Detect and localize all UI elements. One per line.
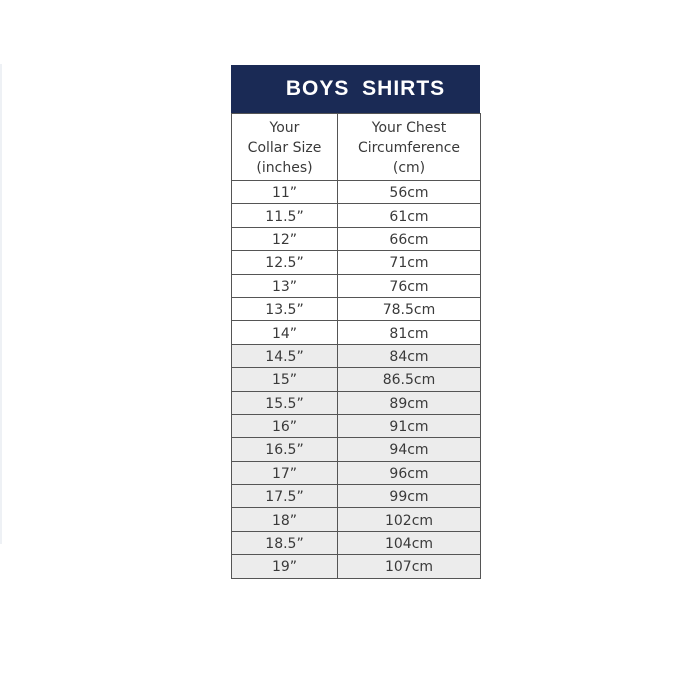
- collar-size-header: Your Collar Size (inches): [232, 114, 338, 181]
- chest-size-cell: 94cm: [338, 438, 481, 461]
- collar-size-cell: 13”: [232, 274, 338, 297]
- chest-size-cell: 84cm: [338, 344, 481, 367]
- table-row: [232, 297, 481, 320]
- size-table: [231, 113, 481, 579]
- collar-size-cell: 16”: [232, 414, 338, 437]
- collar-size-cell: 14”: [232, 321, 338, 344]
- chest-size-cell: 104cm: [338, 531, 481, 554]
- table-row: [232, 321, 481, 344]
- chest-size-cell: 107cm: [338, 555, 481, 578]
- table-row: [232, 181, 481, 204]
- collar-size-cell: 15.5”: [232, 391, 338, 414]
- chart-header: [231, 65, 480, 113]
- collar-size-cell: 15”: [232, 368, 338, 391]
- chest-size-cell: 66cm: [338, 227, 481, 250]
- table-row: [232, 485, 481, 508]
- chest-size-cell: 78.5cm: [338, 297, 481, 320]
- chest-size-cell: 102cm: [338, 508, 481, 531]
- chest-size-cell: 99cm: [338, 485, 481, 508]
- chest-size-cell: 81cm: [338, 321, 481, 344]
- chest-size-cell: 76cm: [338, 274, 481, 297]
- table-row: [232, 344, 481, 367]
- collar-size-cell: 18.5”: [232, 531, 338, 554]
- table-row: [232, 414, 481, 437]
- size-rows: [232, 181, 481, 579]
- table-row: [232, 368, 481, 391]
- table-row: [232, 204, 481, 227]
- collar-size-cell: 17”: [232, 461, 338, 484]
- chest-size-cell: 89cm: [338, 391, 481, 414]
- table-row: [232, 438, 481, 461]
- table-row: [232, 531, 481, 554]
- collar-size-cell: 18”: [232, 508, 338, 531]
- table-row: [232, 391, 481, 414]
- chest-header: Your Chest Circumference (cm): [338, 114, 481, 181]
- table-row: [232, 251, 481, 274]
- page-edge-strip: [0, 64, 2, 544]
- chart-title: BOYS SHIRTS: [285, 77, 446, 100]
- size-chart: [231, 65, 480, 579]
- chest-size-cell: 71cm: [338, 251, 481, 274]
- chest-size-cell: 61cm: [338, 204, 481, 227]
- table-row: [232, 461, 481, 484]
- table-row: [232, 227, 481, 250]
- collar-size-cell: 14.5”: [232, 344, 338, 367]
- table-header-row: [232, 114, 481, 181]
- collar-size-cell: 12”: [232, 227, 338, 250]
- chest-size-cell: 86.5cm: [338, 368, 481, 391]
- collar-size-cell: 13.5”: [232, 297, 338, 320]
- chest-size-cell: 96cm: [338, 461, 481, 484]
- collar-size-cell: 16.5”: [232, 438, 338, 461]
- chest-size-cell: 91cm: [338, 414, 481, 437]
- collar-size-cell: 12.5”: [232, 251, 338, 274]
- collar-size-cell: 11.5”: [232, 204, 338, 227]
- collar-size-cell: 11”: [232, 181, 338, 204]
- table-row: [232, 555, 481, 578]
- table-row: [232, 508, 481, 531]
- collar-size-cell: 17.5”: [232, 485, 338, 508]
- collar-size-cell: 19”: [232, 555, 338, 578]
- table-row: [232, 274, 481, 297]
- chest-size-cell: 56cm: [338, 181, 481, 204]
